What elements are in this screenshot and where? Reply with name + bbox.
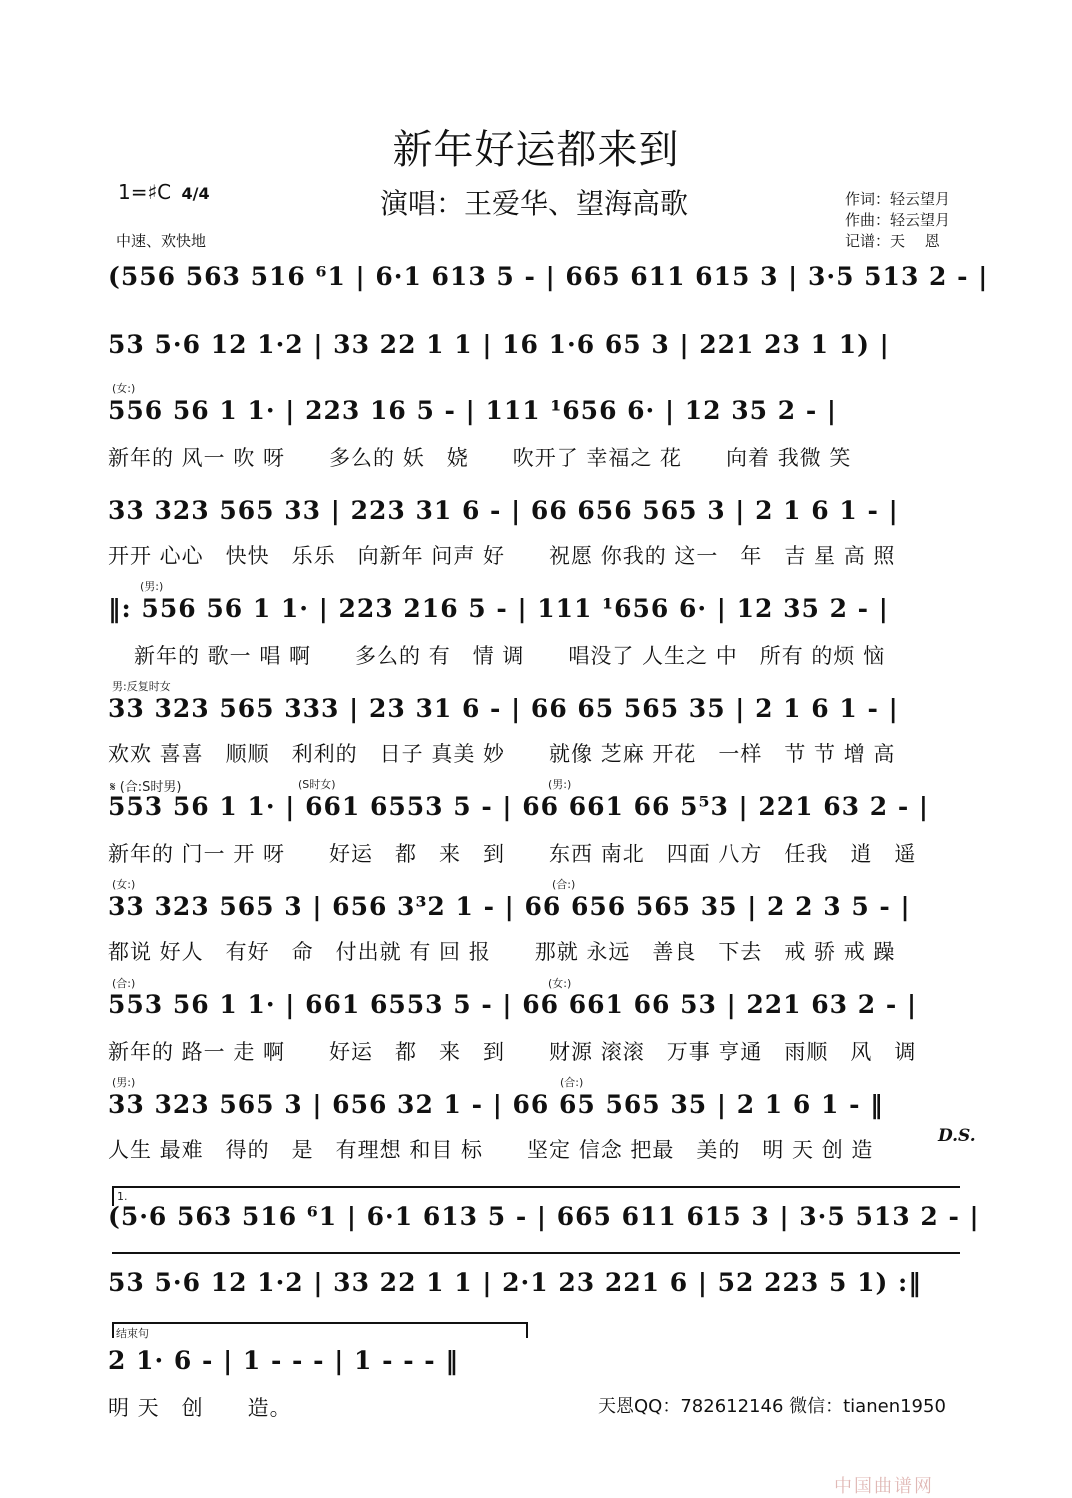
volta-bracket: [112, 1186, 960, 1188]
time-signature: 4/4: [181, 184, 210, 203]
score-line: 33 323 565 333 | 23 31 6 - | 66 65 565 35 | 2 1 6 1 - |: [108, 694, 899, 723]
lyric-line: 明 天 创 造。: [108, 1396, 292, 1420]
part-label: (合:): [552, 878, 576, 891]
part-label: (合:): [560, 1076, 584, 1089]
part-label: (女:): [112, 382, 136, 395]
lyric-line: 新年的 歌一 唱 啊 多么的 有 情 调 唱没了 人生之 中 所有 的烦 恼: [134, 644, 886, 668]
part-label: (S时女): [298, 778, 336, 791]
score-line: 53 5·6 12 1·2 | 33 22 1 1 | 2·1 23 221 6 | 52 223 5 1) :‖: [108, 1268, 922, 1297]
volta-bracket: [112, 1252, 960, 1254]
lyric-line: 都说 好人 有好 命 付出就 有 回 报 那就 永远 善良 下去 戒 骄 戒 躁: [108, 940, 896, 964]
dal-segno-mark: D.S.: [938, 1126, 976, 1146]
score-line: 553 56 1 1· | 661 6553 5 - | 66 661 66 53 | 221 63 2 - |: [108, 990, 918, 1019]
key-signature: [118, 180, 210, 204]
key-label: 1=♯C: [118, 180, 172, 204]
song-title: 新年好运都来到: [392, 127, 680, 173]
score-line: 33 323 565 3 | 656 32 1 - | 66 65 565 35 | 2 1 6 1 - ‖: [108, 1090, 884, 1119]
part-label: (女:): [548, 977, 572, 990]
volta-label: 1.: [117, 1190, 128, 1203]
lyric-line: 新年的 风一 吹 呀 多么的 妖 娆 吹开了 幸福之 花 向着 我微 笑: [108, 446, 852, 470]
coda-bracket-edge: [112, 1322, 114, 1338]
score-line: ‖: 556 56 1 1· | 223 216 5 - | 111 ¹656 6· | 12 35 2 - |: [108, 594, 889, 623]
score-line: 33 323 565 33 | 223 31 6 - | 66 656 565 3 | 2 1 6 1 - |: [108, 496, 899, 525]
singers: 演唱：王爱华、望海高歌: [380, 187, 689, 220]
lyric-line: 欢欢 喜喜 顺顺 利利的 日子 真美 妙 就像 芝麻 开花 一样 节 节 增 高: [108, 742, 896, 766]
coda-bracket: [112, 1322, 526, 1324]
tempo-marking: 中速、欢快地: [116, 232, 207, 250]
score-line: (5·6 563 516 ⁶1 | 6·1 613 5 - | 665 611 615 3 | 3·5 513 2 - |: [108, 1202, 980, 1231]
part-label: (男:): [140, 580, 164, 593]
part-label: (男:): [112, 1076, 136, 1089]
part-label: (男:): [548, 778, 572, 791]
watermark-logo: 中国曲谱网: [834, 1476, 934, 1497]
lyric-line: 新年的 门一 开 呀 好运 都 来 到 东西 南北 四面 八方 任我 逍 遥: [108, 842, 917, 866]
score-line: 2 1· 6 - | 1 - - - | 1 - - - ‖: [108, 1346, 459, 1375]
lyric-line: 人生 最难 得的 是 有理想 和目 标 坚定 信念 把最 美的 明 天 创 造: [108, 1138, 874, 1162]
score-line: 556 56 1 1· | 223 16 5 - | 111 ¹656 6· | 12 35 2 - |: [108, 396, 838, 425]
score-line: 33 323 565 3 | 656 3³2 1 - | 66 656 565 35 | 2 2 3 5 - |: [108, 892, 911, 921]
coda-label: 结束句: [116, 1327, 149, 1340]
contact-info: 天恩QQ：782612146 微信：tianen1950: [598, 1396, 946, 1417]
score-line: 53 5·6 12 1·2 | 33 22 1 1 | 16 1·6 65 3 | 221 23 1 1) |: [108, 330, 890, 359]
composer-credit: 作曲：轻云望月: [845, 211, 951, 229]
lyricist-credit: 作词：轻云望月: [845, 190, 951, 208]
part-label: (女:): [112, 878, 136, 891]
score-line: (556 563 516 ⁶1 | 6·1 613 5 - | 665 611 615 3 | 3·5 513 2 - |: [108, 262, 989, 291]
coda-bracket-edge: [526, 1322, 528, 1338]
transcriber-credit: 记谱：天 恩: [845, 232, 940, 250]
segno-label: 𝄋 (合:S时男): [110, 780, 182, 795]
lyric-line: 新年的 路一 走 啊 好运 都 来 到 财源 滚滚 万事 亨通 雨顺 风 调: [108, 1040, 917, 1064]
score-line: 553 56 1 1· | 661 6553 5 - | 66 661 66 5⁵3 | 221 63 2 - |: [108, 792, 930, 821]
lyric-line: 开开 心心 快快 乐乐 向新年 问声 好 祝愿 你我的 这一 年 吉 星 高 照: [108, 544, 896, 568]
part-label: 男:反复时女: [112, 680, 171, 693]
part-label: (合:): [112, 977, 136, 990]
